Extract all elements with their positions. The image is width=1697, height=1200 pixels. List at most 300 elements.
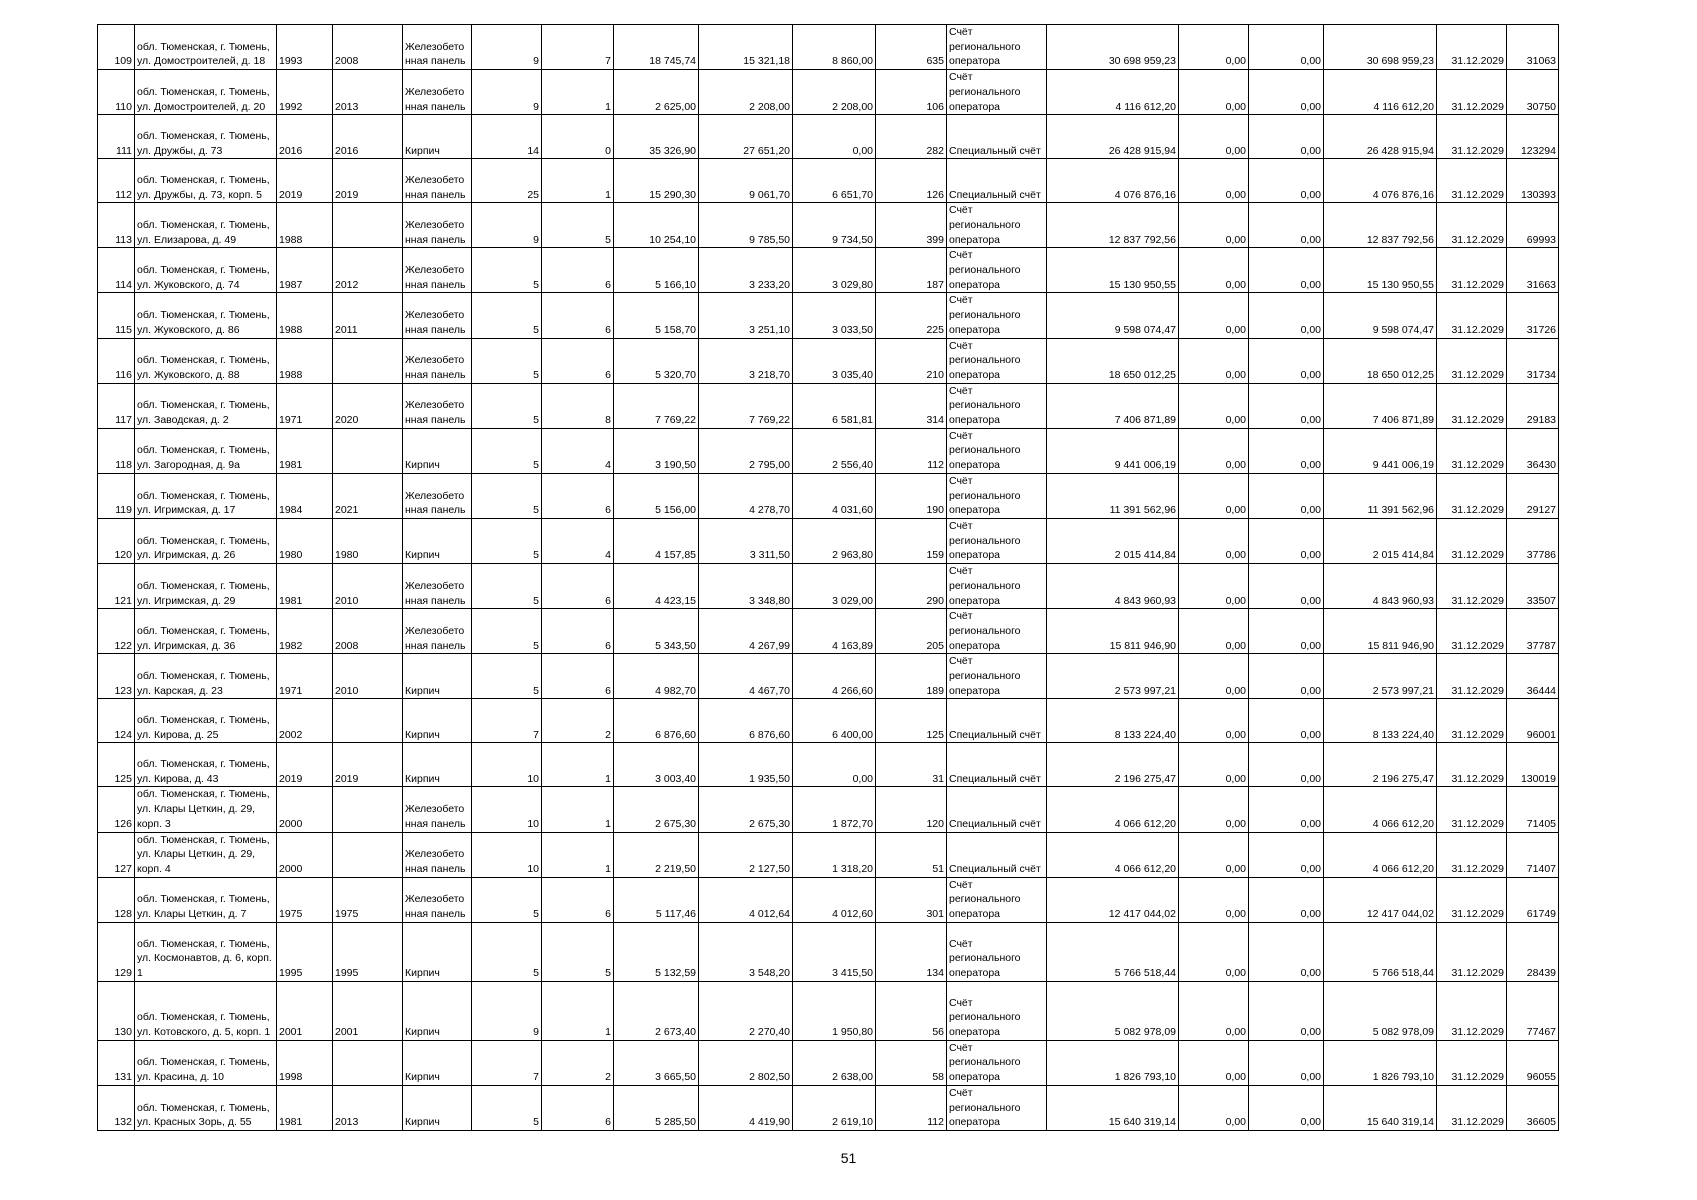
cell-area-total: 15 290,30 (614, 159, 699, 203)
cell-house-id: 77467 (1507, 981, 1559, 1040)
cell-address: обл. Тюменская, г. Тюмень, ул. Жуковского, д. 74 (135, 248, 277, 293)
cell-cost-total: 1 826 793,10 (1047, 1040, 1179, 1085)
cell-house-id: 30750 (1507, 70, 1559, 115)
cell-area-private: 0,00 (793, 115, 876, 159)
cell-year-built: 2001 (277, 981, 333, 1040)
cell-wall-material: Железобетонная панель (403, 293, 472, 338)
cell-year-built: 2019 (277, 743, 333, 787)
cell-floors: 5 (472, 922, 542, 981)
cell-year-renovation: 2011 (333, 293, 403, 338)
cell-cost-total: 18 650 012,25 (1047, 338, 1179, 383)
cell-cost-subsidy-2: 0,00 (1249, 699, 1324, 743)
cell-residents: 58 (876, 1040, 947, 1085)
cell-deadline: 31.12.2029 (1437, 248, 1507, 293)
cell-area-private: 3 029,80 (793, 248, 876, 293)
table-row (98, 699, 1559, 743)
cell-wall-material: Железобетонная панель (403, 473, 472, 518)
cell-wall-material: Железобетонная панель (403, 787, 472, 832)
cell-address: обл. Тюменская, г. Тюмень, ул. Домостроителей, д. 20 (135, 70, 277, 115)
cell-fund-method: Счёт регионального оператора (947, 203, 1047, 248)
cell-cost-owners: 30 698 959,23 (1324, 25, 1437, 70)
cell-year-renovation: 2019 (333, 159, 403, 203)
cell-deadline: 31.12.2029 (1437, 609, 1507, 654)
cell-area-total: 5 166,10 (614, 248, 699, 293)
cell-cost-subsidy-2: 0,00 (1249, 1040, 1324, 1085)
cell-area-private: 2 556,40 (793, 428, 876, 473)
cell-wall-material: Железобетонная панель (403, 70, 472, 115)
cell-row-number: 129 (98, 922, 135, 981)
cell-address: обл. Тюменская, г. Тюмень, ул. Клары Цеткин, д. 29, корп. 4 (135, 832, 277, 877)
cell-year-renovation: 2013 (333, 70, 403, 115)
cell-year-built: 1981 (277, 564, 333, 609)
cell-floors: 9 (472, 25, 542, 70)
cell-wall-material: Кирпич (403, 115, 472, 159)
table-row (98, 922, 1559, 981)
cell-wall-material: Железобетонная панель (403, 564, 472, 609)
cell-area-private: 2 619,10 (793, 1085, 876, 1130)
cell-area-residential: 4 012,64 (699, 877, 793, 922)
cell-entrances: 6 (542, 293, 614, 338)
cell-year-renovation: 1980 (333, 518, 403, 563)
cell-cost-owners: 5 766 518,44 (1324, 922, 1437, 981)
cell-deadline: 31.12.2029 (1437, 564, 1507, 609)
cell-cost-owners: 4 843 960,93 (1324, 564, 1437, 609)
cell-floors: 7 (472, 699, 542, 743)
cell-residents: 56 (876, 981, 947, 1040)
cell-address: обл. Тюменская, г. Тюмень, ул. Игримская, д. 36 (135, 609, 277, 654)
cell-wall-material: Кирпич (403, 743, 472, 787)
cell-entrances: 8 (542, 383, 614, 428)
cell-cost-owners: 15 130 950,55 (1324, 248, 1437, 293)
cell-residents: 120 (876, 787, 947, 832)
cell-entrances: 1 (542, 981, 614, 1040)
table-row (98, 383, 1559, 428)
cell-wall-material: Железобетонная панель (403, 383, 472, 428)
cell-fund-method: Счёт регионального оператора (947, 248, 1047, 293)
cell-house-id: 61749 (1507, 877, 1559, 922)
cell-cost-subsidy-2: 0,00 (1249, 473, 1324, 518)
cell-fund-method: Счёт регионального оператора (947, 877, 1047, 922)
cell-address: обл. Тюменская, г. Тюмень, ул. Жуковского, д. 88 (135, 338, 277, 383)
cell-year-renovation: 1975 (333, 877, 403, 922)
cell-address: обл. Тюменская, г. Тюмень, ул. Дружбы, д. 73, корп. 5 (135, 159, 277, 203)
cell-entrances: 6 (542, 248, 614, 293)
cell-fund-method: Счёт регионального оператора (947, 293, 1047, 338)
cell-wall-material: Кирпич (403, 1040, 472, 1085)
cell-row-number: 110 (98, 70, 135, 115)
cell-cost-owners: 5 082 978,09 (1324, 981, 1437, 1040)
cell-cost-subsidy-2: 0,00 (1249, 564, 1324, 609)
cell-cost-subsidy-2: 0,00 (1249, 1085, 1324, 1130)
cell-residents: 190 (876, 473, 947, 518)
cell-cost-owners: 26 428 915,94 (1324, 115, 1437, 159)
cell-year-renovation (333, 203, 403, 248)
cell-area-total: 5 156,00 (614, 473, 699, 518)
cell-cost-total: 12 417 044,02 (1047, 877, 1179, 922)
table-row (98, 1040, 1559, 1085)
cell-year-built: 1981 (277, 428, 333, 473)
cell-year-built: 1992 (277, 70, 333, 115)
cell-cost-owners: 8 133 224,40 (1324, 699, 1437, 743)
cell-address: обл. Тюменская, г. Тюмень, ул. Карская, д. 23 (135, 654, 277, 699)
cell-fund-method: Счёт регионального оператора (947, 564, 1047, 609)
cell-cost-total: 4 843 960,93 (1047, 564, 1179, 609)
cell-house-id: 28439 (1507, 922, 1559, 981)
cell-cost-total: 2 196 275,47 (1047, 743, 1179, 787)
cell-cost-owners: 4 116 612,20 (1324, 70, 1437, 115)
cell-cost-owners: 4 066 612,20 (1324, 787, 1437, 832)
cell-house-id: 36444 (1507, 654, 1559, 699)
cell-area-total: 4 982,70 (614, 654, 699, 699)
cell-area-total: 4 157,85 (614, 518, 699, 563)
cell-floors: 5 (472, 473, 542, 518)
cell-wall-material: Железобетонная панель (403, 248, 472, 293)
cell-residents: 399 (876, 203, 947, 248)
cell-address: обл. Тюменская, г. Тюмень, ул. Заводская, д. 2 (135, 383, 277, 428)
cell-deadline: 31.12.2029 (1437, 1085, 1507, 1130)
cell-cost-owners: 7 406 871,89 (1324, 383, 1437, 428)
cell-cost-total: 9 441 006,19 (1047, 428, 1179, 473)
cell-cost-subsidy-1: 0,00 (1179, 338, 1249, 383)
cell-year-built: 2002 (277, 699, 333, 743)
cell-entrances: 6 (542, 609, 614, 654)
cell-deadline: 31.12.2029 (1437, 518, 1507, 563)
cell-row-number: 123 (98, 654, 135, 699)
cell-area-private: 3 033,50 (793, 293, 876, 338)
cell-fund-method: Счёт регионального оператора (947, 922, 1047, 981)
cell-year-renovation: 2021 (333, 473, 403, 518)
cell-cost-owners: 4 066 612,20 (1324, 832, 1437, 877)
cell-address: обл. Тюменская, г. Тюмень, ул. Загородная, д. 9а (135, 428, 277, 473)
cell-address: обл. Тюменская, г. Тюмень, ул. Елизарова, д. 49 (135, 203, 277, 248)
cell-house-id: 29183 (1507, 383, 1559, 428)
cell-entrances: 2 (542, 699, 614, 743)
table-row (98, 1085, 1559, 1130)
cell-area-total: 6 876,60 (614, 699, 699, 743)
cell-fund-method: Счёт регионального оператора (947, 383, 1047, 428)
cell-cost-total: 9 598 074,47 (1047, 293, 1179, 338)
table-row (98, 877, 1559, 922)
cell-cost-subsidy-2: 0,00 (1249, 293, 1324, 338)
cell-area-total: 18 745,74 (614, 25, 699, 70)
cell-residents: 159 (876, 518, 947, 563)
cell-year-built: 1984 (277, 473, 333, 518)
cell-fund-method: Счёт регионального оператора (947, 473, 1047, 518)
cell-floors: 10 (472, 743, 542, 787)
cell-year-built: 1980 (277, 518, 333, 563)
cell-year-built: 1995 (277, 922, 333, 981)
cell-year-renovation (333, 338, 403, 383)
cell-cost-subsidy-2: 0,00 (1249, 25, 1324, 70)
cell-cost-total: 7 406 871,89 (1047, 383, 1179, 428)
cell-row-number: 119 (98, 473, 135, 518)
table-row (98, 428, 1559, 473)
cell-cost-owners: 2 196 275,47 (1324, 743, 1437, 787)
cell-cost-subsidy-2: 0,00 (1249, 981, 1324, 1040)
cell-row-number: 113 (98, 203, 135, 248)
cell-cost-subsidy-1: 0,00 (1179, 203, 1249, 248)
cell-row-number: 109 (98, 25, 135, 70)
cell-cost-subsidy-2: 0,00 (1249, 518, 1324, 563)
cell-area-residential: 2 270,40 (699, 981, 793, 1040)
cell-house-id: 36605 (1507, 1085, 1559, 1130)
cell-area-private: 1 872,70 (793, 787, 876, 832)
cell-address: обл. Тюменская, г. Тюмень, ул. Игримская, д. 29 (135, 564, 277, 609)
cell-residents: 189 (876, 654, 947, 699)
cell-year-built: 1971 (277, 383, 333, 428)
cell-cost-total: 4 076 876,16 (1047, 159, 1179, 203)
cell-entrances: 6 (542, 473, 614, 518)
cell-area-private: 1 950,80 (793, 981, 876, 1040)
cell-wall-material: Железобетонная панель (403, 338, 472, 383)
table-row (98, 115, 1559, 159)
cell-address: обл. Тюменская, г. Тюмень, ул. Красина, д. 10 (135, 1040, 277, 1085)
cell-house-id: 31663 (1507, 248, 1559, 293)
cell-cost-subsidy-1: 0,00 (1179, 25, 1249, 70)
cell-residents: 125 (876, 699, 947, 743)
cell-residents: 210 (876, 338, 947, 383)
cell-year-renovation (333, 428, 403, 473)
cell-row-number: 118 (98, 428, 135, 473)
cell-row-number: 121 (98, 564, 135, 609)
cell-area-total: 5 320,70 (614, 338, 699, 383)
cell-floors: 5 (472, 338, 542, 383)
table-row (98, 609, 1559, 654)
cell-cost-total: 5 082 978,09 (1047, 981, 1179, 1040)
cell-cost-subsidy-2: 0,00 (1249, 743, 1324, 787)
table-row (98, 473, 1559, 518)
cell-house-id: 123294 (1507, 115, 1559, 159)
cell-house-id: 36430 (1507, 428, 1559, 473)
cell-entrances: 6 (542, 338, 614, 383)
cell-area-private: 6 651,70 (793, 159, 876, 203)
cell-house-id: 37786 (1507, 518, 1559, 563)
cell-wall-material: Кирпич (403, 518, 472, 563)
cell-year-renovation (333, 699, 403, 743)
cell-address: обл. Тюменская, г. Тюмень, ул. Котовского, д. 5, корп. 1 (135, 981, 277, 1040)
cell-area-residential: 9 061,70 (699, 159, 793, 203)
cell-entrances: 6 (542, 877, 614, 922)
cell-cost-subsidy-2: 0,00 (1249, 248, 1324, 293)
cell-row-number: 131 (98, 1040, 135, 1085)
table-row (98, 832, 1559, 877)
cell-entrances: 5 (542, 922, 614, 981)
cell-entrances: 1 (542, 70, 614, 115)
cell-area-residential: 1 935,50 (699, 743, 793, 787)
cell-house-id: 71407 (1507, 832, 1559, 877)
cell-year-built: 1981 (277, 1085, 333, 1130)
table-body (98, 25, 1559, 1131)
cell-area-total: 5 285,50 (614, 1085, 699, 1130)
cell-entrances: 4 (542, 428, 614, 473)
cell-deadline: 31.12.2029 (1437, 203, 1507, 248)
cell-area-residential: 7 769,22 (699, 383, 793, 428)
cell-area-total: 3 665,50 (614, 1040, 699, 1085)
cell-house-id: 130393 (1507, 159, 1559, 203)
cell-area-residential: 3 233,20 (699, 248, 793, 293)
cell-fund-method: Счёт регионального оператора (947, 981, 1047, 1040)
cell-floors: 5 (472, 564, 542, 609)
cell-row-number: 115 (98, 293, 135, 338)
cell-house-id: 71405 (1507, 787, 1559, 832)
table-row (98, 518, 1559, 563)
cell-address: обл. Тюменская, г. Тюмень, ул. Дружбы, д. 73 (135, 115, 277, 159)
cell-address: обл. Тюменская, г. Тюмень, ул. Домостроителей, д. 18 (135, 25, 277, 70)
cell-cost-subsidy-2: 0,00 (1249, 428, 1324, 473)
cell-area-residential: 9 785,50 (699, 203, 793, 248)
cell-fund-method: Специальный счёт (947, 832, 1047, 877)
cell-floors: 5 (472, 609, 542, 654)
cell-entrances: 6 (542, 1085, 614, 1130)
cell-floors: 7 (472, 1040, 542, 1085)
cell-deadline: 31.12.2029 (1437, 699, 1507, 743)
cell-fund-method: Счёт регионального оператора (947, 518, 1047, 563)
cell-house-id: 31063 (1507, 25, 1559, 70)
cell-floors: 9 (472, 981, 542, 1040)
cell-fund-method: Счёт регионального оператора (947, 1040, 1047, 1085)
cell-year-built: 1993 (277, 25, 333, 70)
cell-row-number: 126 (98, 787, 135, 832)
cell-area-private: 4 031,60 (793, 473, 876, 518)
cell-cost-total: 15 640 319,14 (1047, 1085, 1179, 1130)
cell-year-renovation: 2012 (333, 248, 403, 293)
cell-area-residential: 4 278,70 (699, 473, 793, 518)
cell-year-renovation: 2008 (333, 609, 403, 654)
table-row (98, 248, 1559, 293)
cell-cost-subsidy-1: 0,00 (1179, 473, 1249, 518)
cell-area-residential: 2 802,50 (699, 1040, 793, 1085)
cell-cost-total: 26 428 915,94 (1047, 115, 1179, 159)
cell-floors: 25 (472, 159, 542, 203)
cell-residents: 51 (876, 832, 947, 877)
cell-deadline: 31.12.2029 (1437, 159, 1507, 203)
cell-cost-subsidy-2: 0,00 (1249, 877, 1324, 922)
cell-cost-subsidy-1: 0,00 (1179, 743, 1249, 787)
cell-year-renovation: 2001 (333, 981, 403, 1040)
cell-address: обл. Тюменская, г. Тюмень, ул. Клары Цеткин, д. 29, корп. 3 (135, 787, 277, 832)
cell-house-id: 96001 (1507, 699, 1559, 743)
cell-floors: 5 (472, 248, 542, 293)
cell-cost-subsidy-2: 0,00 (1249, 70, 1324, 115)
cell-row-number: 125 (98, 743, 135, 787)
cell-house-id: 33507 (1507, 564, 1559, 609)
cell-row-number: 124 (98, 699, 135, 743)
cell-year-built: 2019 (277, 159, 333, 203)
cell-cost-total: 4 066 612,20 (1047, 787, 1179, 832)
cell-cost-subsidy-1: 0,00 (1179, 654, 1249, 699)
table-row (98, 338, 1559, 383)
cell-year-renovation: 2010 (333, 564, 403, 609)
cell-residents: 282 (876, 115, 947, 159)
cell-residents: 134 (876, 922, 947, 981)
cell-year-built: 1988 (277, 203, 333, 248)
cell-entrances: 7 (542, 25, 614, 70)
cell-cost-owners: 18 650 012,25 (1324, 338, 1437, 383)
cell-address: обл. Тюменская, г. Тюмень, ул. Кирова, д. 43 (135, 743, 277, 787)
cell-row-number: 112 (98, 159, 135, 203)
cell-area-private: 2 208,00 (793, 70, 876, 115)
cell-residents: 290 (876, 564, 947, 609)
cell-row-number: 132 (98, 1085, 135, 1130)
cell-cost-subsidy-2: 0,00 (1249, 383, 1324, 428)
cell-fund-method: Счёт регионального оператора (947, 25, 1047, 70)
cell-deadline: 31.12.2029 (1437, 338, 1507, 383)
cell-year-renovation: 2020 (333, 383, 403, 428)
cell-wall-material: Железобетонная панель (403, 159, 472, 203)
cell-house-id: 29127 (1507, 473, 1559, 518)
cell-cost-total: 15 811 946,90 (1047, 609, 1179, 654)
cell-area-total: 3 190,50 (614, 428, 699, 473)
cell-area-residential: 2 208,00 (699, 70, 793, 115)
cell-deadline: 31.12.2029 (1437, 428, 1507, 473)
cell-row-number: 114 (98, 248, 135, 293)
cell-cost-subsidy-1: 0,00 (1179, 922, 1249, 981)
table-row (98, 293, 1559, 338)
cell-entrances: 2 (542, 1040, 614, 1085)
cell-wall-material: Железобетонная панель (403, 203, 472, 248)
cell-area-residential: 3 311,50 (699, 518, 793, 563)
cell-cost-subsidy-2: 0,00 (1249, 115, 1324, 159)
cell-area-total: 4 423,15 (614, 564, 699, 609)
cell-residents: 314 (876, 383, 947, 428)
cell-year-built: 1998 (277, 1040, 333, 1085)
cell-area-total: 5 132,59 (614, 922, 699, 981)
cell-cost-subsidy-1: 0,00 (1179, 428, 1249, 473)
cell-residents: 112 (876, 428, 947, 473)
cell-floors: 5 (472, 1085, 542, 1130)
cell-cost-subsidy-2: 0,00 (1249, 338, 1324, 383)
cell-area-residential: 4 419,90 (699, 1085, 793, 1130)
cell-area-private: 0,00 (793, 743, 876, 787)
cell-area-private: 2 963,80 (793, 518, 876, 563)
cell-area-total: 2 625,00 (614, 70, 699, 115)
cell-row-number: 111 (98, 115, 135, 159)
cell-cost-owners: 1 826 793,10 (1324, 1040, 1437, 1085)
cell-cost-subsidy-1: 0,00 (1179, 1040, 1249, 1085)
cell-deadline: 31.12.2029 (1437, 743, 1507, 787)
cell-cost-subsidy-2: 0,00 (1249, 654, 1324, 699)
cell-area-residential: 4 467,70 (699, 654, 793, 699)
cell-year-renovation: 2016 (333, 115, 403, 159)
table-row (98, 159, 1559, 203)
cell-residents: 205 (876, 609, 947, 654)
cell-deadline: 31.12.2029 (1437, 922, 1507, 981)
cell-cost-subsidy-2: 0,00 (1249, 159, 1324, 203)
cell-cost-subsidy-1: 0,00 (1179, 981, 1249, 1040)
cell-cost-subsidy-1: 0,00 (1179, 877, 1249, 922)
table-row (98, 25, 1559, 70)
cell-deadline: 31.12.2029 (1437, 70, 1507, 115)
cell-row-number: 120 (98, 518, 135, 563)
cell-cost-subsidy-1: 0,00 (1179, 293, 1249, 338)
cell-cost-subsidy-2: 0,00 (1249, 609, 1324, 654)
cell-entrances: 0 (542, 115, 614, 159)
cell-area-total: 5 117,46 (614, 877, 699, 922)
cell-cost-subsidy-1: 0,00 (1179, 248, 1249, 293)
cell-cost-subsidy-2: 0,00 (1249, 922, 1324, 981)
cell-area-private: 4 266,60 (793, 654, 876, 699)
cell-cost-owners: 12 837 792,56 (1324, 203, 1437, 248)
cell-entrances: 6 (542, 564, 614, 609)
cell-cost-owners: 15 640 319,14 (1324, 1085, 1437, 1130)
cell-cost-owners: 2 573 997,21 (1324, 654, 1437, 699)
cell-cost-subsidy-1: 0,00 (1179, 115, 1249, 159)
cell-wall-material: Кирпич (403, 428, 472, 473)
cell-entrances: 6 (542, 654, 614, 699)
cell-cost-owners: 15 811 946,90 (1324, 609, 1437, 654)
cell-year-built: 1988 (277, 338, 333, 383)
cell-deadline: 31.12.2029 (1437, 383, 1507, 428)
